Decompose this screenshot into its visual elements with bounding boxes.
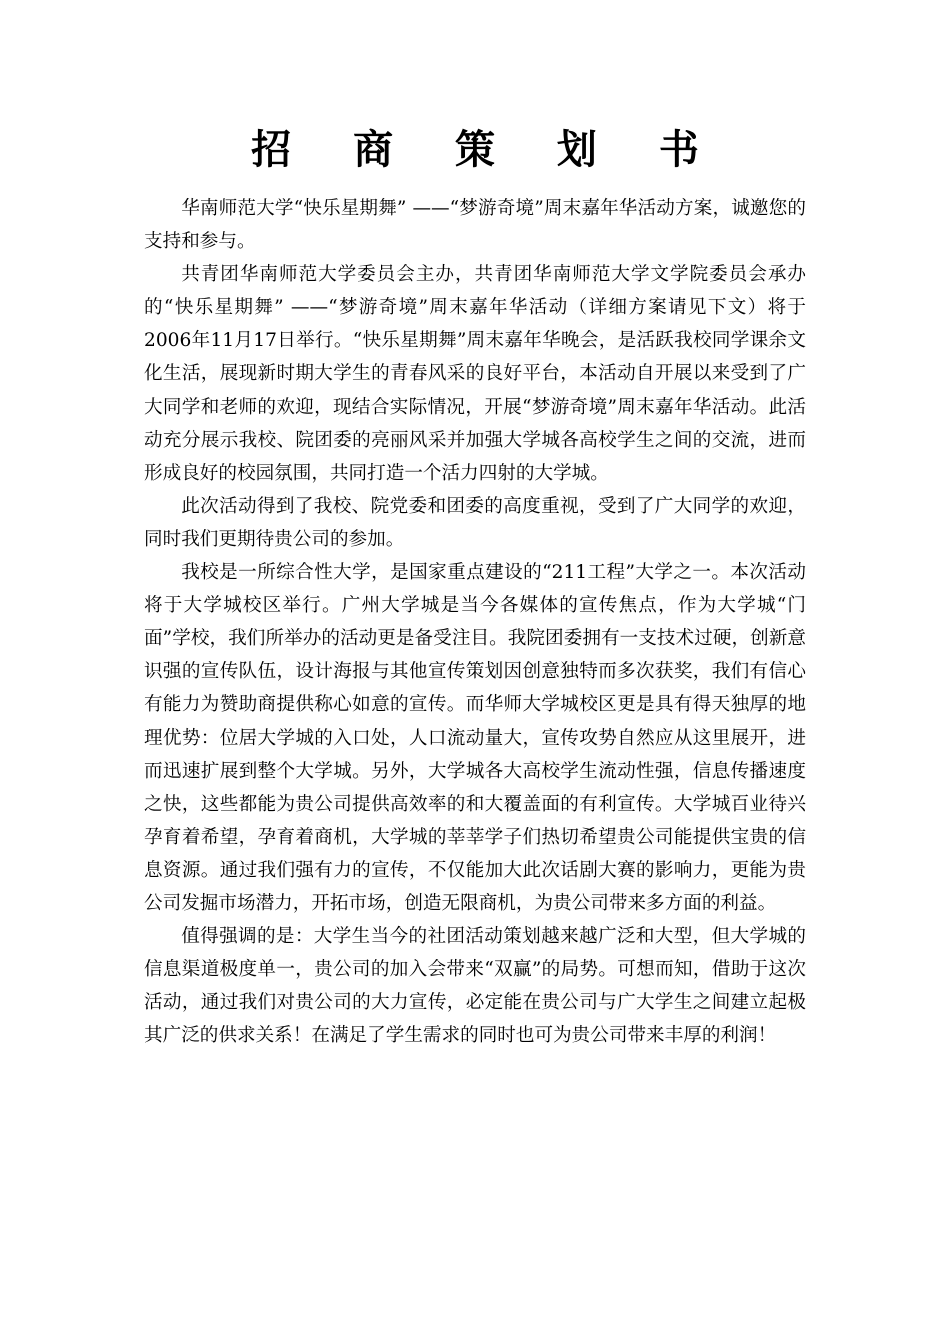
document-body <box>144 192 806 1052</box>
paragraph-support: 此次活动得到了我校、院党委和团委的高度重视，受到了广大同学的欢迎，同时我们更期待贵公司的参加。 <box>144 495 806 550</box>
paragraph-invitation: 华南师范大学“快乐星期舞” ——“梦游奇境”周末嘉年华活动方案，诚邀您的支持和参与。 <box>144 198 806 253</box>
document-title: 招 商 策 划 书 <box>251 126 723 173</box>
paragraph-school-advantages: 我校是一所综合性大学，是国家重点建设的“211工程”大学之一。本次活动将于大学城校区举行。广州大学城是当今各媒体的宣传焦点，作为大学城“门面”学校，我们所举办的活动更是备受注目。我院团委拥有一支技术过硬，创新意识强的宣传队伍，设计海报与其他宣传策划因创意独特而多次获奖，我们有信心有能力为赞助商提供称心如意的宣传。而华师大学城校区更是具有得天独厚的地理优势：位居大学城的入口处，人口流动量大，宣传攻势自然应从这里展开，进而迅速扩展到整个大学城。另外，大学城各大高校学生流动性强，信息传播速度之快，这些都能为贵公司提供高效率的和大覆盖面的有利宣传。大学城百业待兴孕育着希望，孕育着商机，大学城的莘莘学子们热切希望贵公司能提供宝贵的信息资源。通过我们强有力的宣传，不仅能加大此次话剧大赛的影响力，更能为贵公司发掘市场潜力，开拓市场，创造无限商机，为贵公司带来多方面的利益。 <box>144 562 806 914</box>
paragraph-conclusion: 值得强调的是：大学生当今的社团活动策划越来越广泛和大型，但大学城的信息渠道极度单一，贵公司的加入会带来“双赢”的局势。可想而知，借助于这次活动，通过我们对贵公司的大力宣传，必定能在贵公司与广大学生之间建立起极其广泛的供求关系！在满足了学生需求的同时也可为贵公司带来丰厚的利润！ <box>144 926 806 1047</box>
paragraph-event-intro: 共青团华南师范大学委员会主办，共青团华南师范大学文学院委员会承办的“快乐星期舞” ——“梦游奇境”周末嘉年华活动（详细方案请见下文）将于2006年11月17日举行。“快乐星期舞”周末嘉年华晚会，是活跃我校同学课余文化生活，展现新时期大学生的青春风采的良好平台，本活动自开展以来受到了广大同学和老师的欢迎，现结合实际情况，开展“梦游奇境”周末嘉年华活动。此活动充分展示我校、院团委的亮丽风采并加强大学城各高校学生之间的交流，进而形成良好的校园氛围，共同打造一个活力四射的大学城。 <box>144 264 806 484</box>
